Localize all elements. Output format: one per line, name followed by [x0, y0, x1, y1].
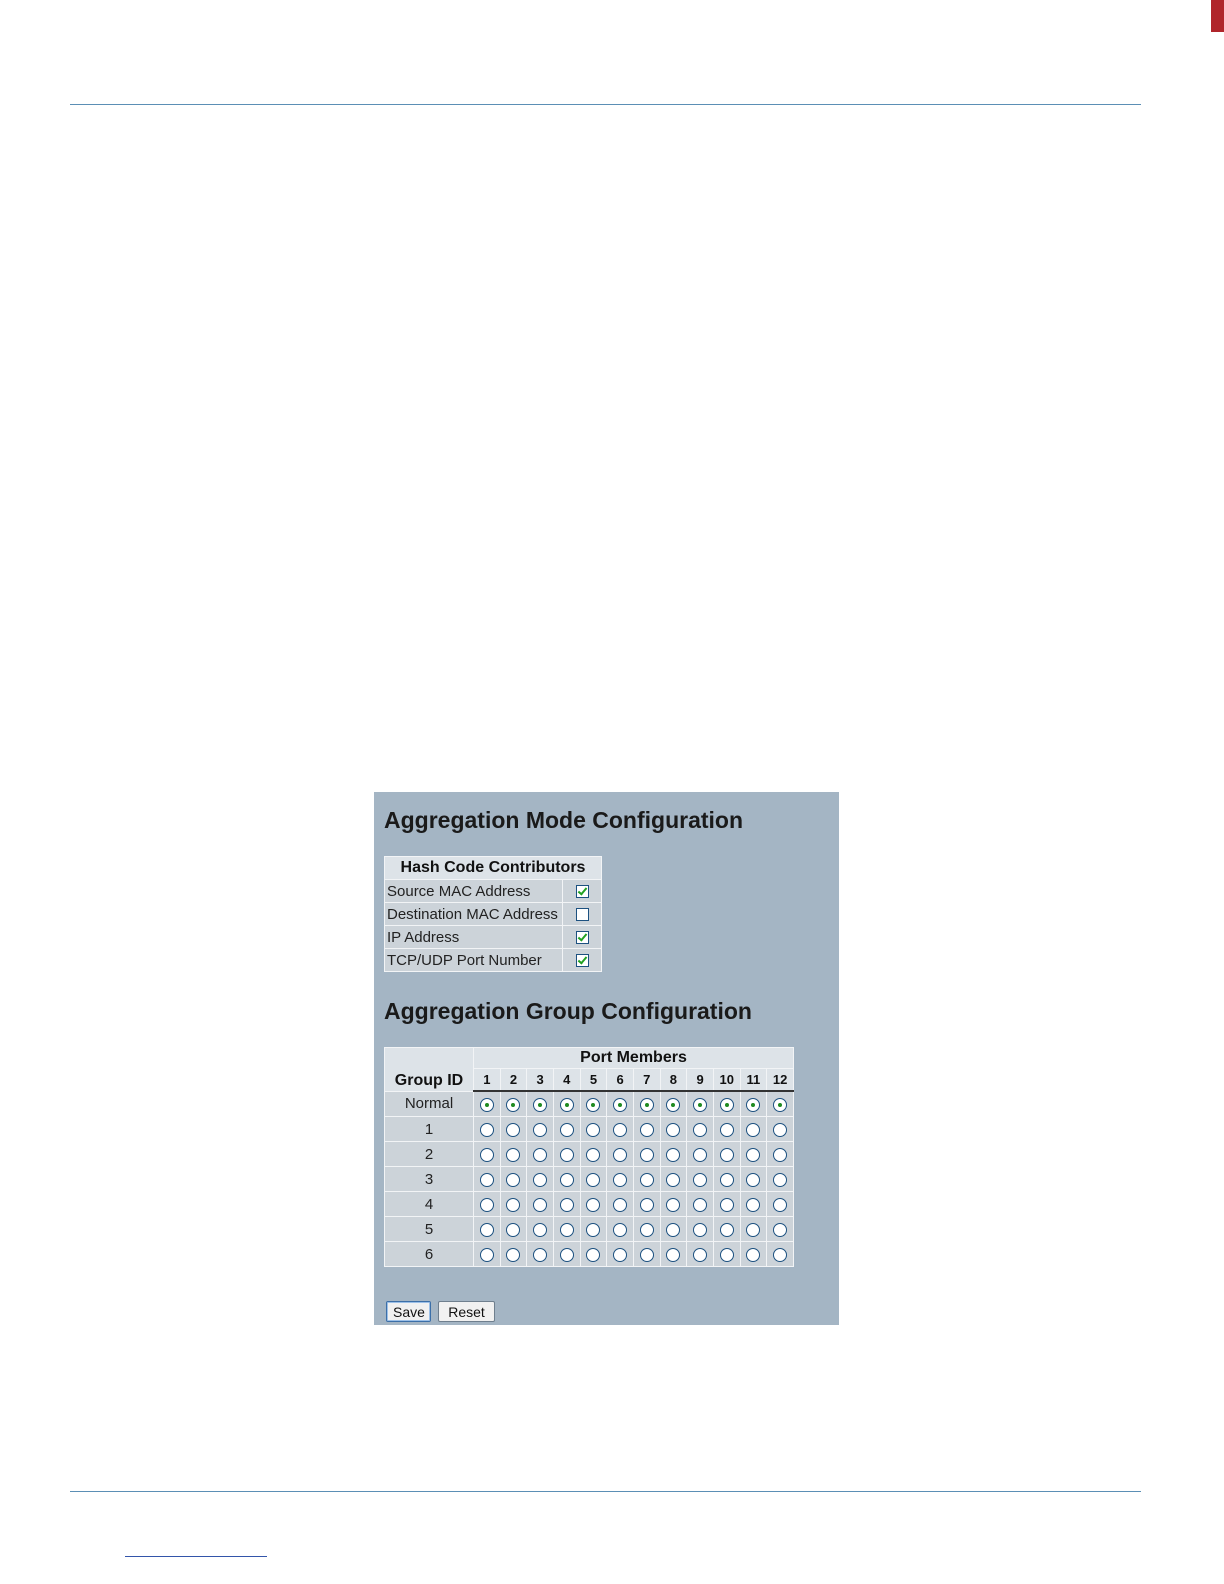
group-row-label: 3	[385, 1167, 474, 1192]
port-member-cell	[527, 1167, 554, 1192]
port-member-cell	[474, 1117, 501, 1142]
port-member-radio[interactable]	[746, 1173, 760, 1187]
port-member-cell	[580, 1192, 607, 1217]
port-member-cell	[500, 1117, 527, 1142]
config-panel	[374, 792, 839, 1325]
port-member-radio[interactable]	[640, 1223, 654, 1237]
port-member-cell	[660, 1242, 687, 1267]
port-number-header: 2	[500, 1069, 527, 1092]
port-member-cell	[580, 1242, 607, 1267]
port-member-radio[interactable]	[640, 1248, 654, 1262]
group-row	[385, 1192, 794, 1217]
port-member-cell	[687, 1217, 714, 1242]
port-member-radio[interactable]	[693, 1248, 707, 1262]
hash-header: Hash Code Contributors	[385, 857, 602, 880]
port-member-cell	[713, 1091, 740, 1117]
port-member-radio[interactable]	[613, 1148, 627, 1162]
port-member-radio[interactable]	[533, 1198, 547, 1212]
port-member-radio[interactable]	[480, 1123, 494, 1137]
port-member-cell	[740, 1142, 767, 1167]
port-member-radio[interactable]	[613, 1173, 627, 1187]
port-member-cell	[660, 1091, 687, 1117]
port-member-cell	[740, 1167, 767, 1192]
port-number-header: 6	[607, 1069, 634, 1092]
port-member-radio[interactable]	[586, 1148, 600, 1162]
port-member-radio[interactable]	[666, 1223, 680, 1237]
port-member-radio[interactable]	[693, 1173, 707, 1187]
port-member-cell	[500, 1217, 527, 1242]
port-member-cell	[633, 1142, 660, 1167]
group-row	[385, 1117, 794, 1142]
page-edge-tab	[1211, 0, 1224, 32]
port-member-radio[interactable]	[720, 1098, 734, 1112]
port-member-cell	[607, 1242, 634, 1267]
port-member-cell	[767, 1091, 794, 1117]
port-member-cell	[553, 1167, 580, 1192]
port-member-cell	[740, 1217, 767, 1242]
port-member-radio[interactable]	[506, 1198, 520, 1212]
port-member-radio[interactable]	[666, 1123, 680, 1137]
port-member-cell	[500, 1167, 527, 1192]
port-member-radio[interactable]	[693, 1123, 707, 1137]
group-row	[385, 1142, 794, 1167]
port-member-radio[interactable]	[586, 1173, 600, 1187]
hash-checkbox[interactable]	[576, 908, 589, 921]
port-member-radio[interactable]	[773, 1198, 787, 1212]
port-member-radio[interactable]	[666, 1173, 680, 1187]
port-member-cell	[474, 1242, 501, 1267]
port-member-cell	[607, 1192, 634, 1217]
port-member-radio[interactable]	[506, 1123, 520, 1137]
port-member-cell	[580, 1117, 607, 1142]
port-number-header: 11	[740, 1069, 767, 1092]
port-member-radio[interactable]	[773, 1098, 787, 1112]
port-member-radio[interactable]	[640, 1198, 654, 1212]
port-number-header: 9	[687, 1069, 714, 1092]
port-member-radio[interactable]	[640, 1148, 654, 1162]
save-button[interactable]: Save	[386, 1301, 431, 1322]
port-number-header: 7	[633, 1069, 660, 1092]
port-member-radio[interactable]	[613, 1123, 627, 1137]
port-member-radio[interactable]	[480, 1248, 494, 1262]
port-member-radio[interactable]	[720, 1198, 734, 1212]
port-member-radio[interactable]	[773, 1148, 787, 1162]
port-member-cell	[580, 1167, 607, 1192]
port-member-cell	[633, 1167, 660, 1192]
port-member-radio[interactable]	[480, 1098, 494, 1112]
port-member-radio[interactable]	[480, 1223, 494, 1237]
port-member-cell	[553, 1117, 580, 1142]
hash-row-checkbox-cell	[563, 880, 602, 903]
group-row	[385, 1217, 794, 1242]
group-config-title: Aggregation Group Configuration	[384, 998, 752, 1024]
port-number-header: 3	[527, 1069, 554, 1092]
hash-row	[385, 903, 602, 926]
port-member-radio[interactable]	[720, 1223, 734, 1237]
port-member-radio[interactable]	[586, 1198, 600, 1212]
port-member-radio[interactable]	[533, 1123, 547, 1137]
port-member-radio[interactable]	[773, 1123, 787, 1137]
port-member-cell	[687, 1142, 714, 1167]
port-member-radio[interactable]	[533, 1248, 547, 1262]
port-member-radio[interactable]	[720, 1173, 734, 1187]
port-member-radio[interactable]	[533, 1148, 547, 1162]
port-member-cell	[553, 1091, 580, 1117]
port-member-cell	[527, 1142, 554, 1167]
port-member-radio[interactable]	[773, 1173, 787, 1187]
port-member-cell	[713, 1192, 740, 1217]
port-member-cell	[687, 1167, 714, 1192]
port-member-radio[interactable]	[533, 1173, 547, 1187]
port-member-cell	[713, 1167, 740, 1192]
port-member-cell	[553, 1217, 580, 1242]
port-member-radio[interactable]	[506, 1173, 520, 1187]
port-member-radio[interactable]	[586, 1098, 600, 1112]
hash-row	[385, 926, 602, 949]
footer-rule	[70, 1491, 1141, 1492]
footer-link-underline	[125, 1556, 267, 1557]
port-member-cell	[633, 1242, 660, 1267]
port-member-radio[interactable]	[746, 1223, 760, 1237]
group-row-label: 6	[385, 1242, 474, 1267]
port-member-radio[interactable]	[506, 1223, 520, 1237]
port-member-radio[interactable]	[640, 1123, 654, 1137]
port-member-cell	[607, 1217, 634, 1242]
port-number-header: 1	[474, 1069, 501, 1092]
group-row	[385, 1167, 794, 1192]
hash-checkbox[interactable]	[576, 885, 589, 898]
port-member-radio[interactable]	[613, 1248, 627, 1262]
port-member-cell	[713, 1117, 740, 1142]
port-member-radio[interactable]	[560, 1223, 574, 1237]
port-member-radio[interactable]	[720, 1248, 734, 1262]
port-member-radio[interactable]	[693, 1098, 707, 1112]
port-member-cell	[580, 1142, 607, 1167]
hash-row-checkbox-cell	[563, 949, 602, 972]
port-member-radio[interactable]	[480, 1198, 494, 1212]
group-row-label: 2	[385, 1142, 474, 1167]
group-row	[385, 1242, 794, 1267]
port-member-cell	[767, 1242, 794, 1267]
port-member-radio[interactable]	[506, 1098, 520, 1112]
port-member-radio[interactable]	[613, 1223, 627, 1237]
port-member-radio[interactable]	[586, 1223, 600, 1237]
port-member-cell	[527, 1242, 554, 1267]
port-member-radio[interactable]	[746, 1148, 760, 1162]
port-member-cell	[607, 1167, 634, 1192]
group-row-label: Normal	[385, 1091, 474, 1117]
group-row-label: 1	[385, 1117, 474, 1142]
port-member-radio[interactable]	[666, 1098, 680, 1112]
hash-checkbox[interactable]	[576, 931, 589, 944]
port-member-radio[interactable]	[720, 1148, 734, 1162]
port-member-cell	[633, 1117, 660, 1142]
port-member-cell	[767, 1192, 794, 1217]
port-member-radio[interactable]	[613, 1198, 627, 1212]
port-member-radio[interactable]	[480, 1173, 494, 1187]
port-member-radio[interactable]	[746, 1123, 760, 1137]
port-member-cell	[740, 1117, 767, 1142]
port-member-radio[interactable]	[693, 1223, 707, 1237]
port-member-cell	[660, 1192, 687, 1217]
port-member-radio[interactable]	[586, 1123, 600, 1137]
port-member-cell	[687, 1192, 714, 1217]
group-row-label: 5	[385, 1217, 474, 1242]
port-member-cell	[500, 1242, 527, 1267]
port-member-radio[interactable]	[560, 1248, 574, 1262]
port-member-radio[interactable]	[480, 1148, 494, 1162]
group-id-header: Group ID	[385, 1048, 474, 1092]
port-number-header: 10	[713, 1069, 740, 1092]
port-number-header: 5	[580, 1069, 607, 1092]
port-member-cell	[474, 1091, 501, 1117]
port-member-cell	[580, 1217, 607, 1242]
port-member-radio[interactable]	[506, 1148, 520, 1162]
port-member-radio[interactable]	[773, 1248, 787, 1262]
port-number-header: 12	[767, 1069, 794, 1092]
port-member-radio[interactable]	[560, 1173, 574, 1187]
port-member-cell	[607, 1091, 634, 1117]
port-member-cell	[633, 1192, 660, 1217]
hash-row	[385, 880, 602, 903]
port-member-cell	[767, 1167, 794, 1192]
port-member-cell	[500, 1091, 527, 1117]
port-member-cell	[687, 1117, 714, 1142]
port-member-cell	[474, 1192, 501, 1217]
port-member-cell	[767, 1142, 794, 1167]
hash-checkbox[interactable]	[576, 954, 589, 967]
port-member-radio[interactable]	[533, 1223, 547, 1237]
port-member-radio[interactable]	[693, 1148, 707, 1162]
port-member-radio[interactable]	[666, 1198, 680, 1212]
port-member-cell	[713, 1217, 740, 1242]
header-rule	[70, 104, 1141, 105]
port-member-cell	[660, 1167, 687, 1192]
port-member-cell	[527, 1192, 554, 1217]
hash-row-label: IP Address	[385, 926, 563, 949]
port-member-radio[interactable]	[666, 1248, 680, 1262]
port-member-radio[interactable]	[666, 1148, 680, 1162]
hash-row-label: Source MAC Address	[385, 880, 563, 903]
port-member-cell	[527, 1217, 554, 1242]
port-member-radio[interactable]	[613, 1098, 627, 1112]
port-member-radio[interactable]	[720, 1123, 734, 1137]
port-member-cell	[767, 1117, 794, 1142]
port-member-radio[interactable]	[560, 1098, 574, 1112]
port-member-cell	[500, 1142, 527, 1167]
port-member-cell	[607, 1117, 634, 1142]
port-member-radio[interactable]	[746, 1098, 760, 1112]
port-member-cell	[767, 1217, 794, 1242]
port-member-cell	[713, 1142, 740, 1167]
mode-config-title: Aggregation Mode Configuration	[384, 807, 744, 833]
port-member-cell	[580, 1091, 607, 1117]
port-member-radio[interactable]	[640, 1098, 654, 1112]
port-member-cell	[660, 1217, 687, 1242]
port-member-radio[interactable]	[560, 1123, 574, 1137]
port-member-cell	[687, 1091, 714, 1117]
port-member-cell	[660, 1142, 687, 1167]
port-member-cell	[553, 1142, 580, 1167]
hash-row	[385, 949, 602, 972]
port-number-header: 4	[553, 1069, 580, 1092]
port-member-cell	[553, 1192, 580, 1217]
port-member-cell	[474, 1167, 501, 1192]
port-member-cell	[474, 1142, 501, 1167]
port-member-cell	[633, 1217, 660, 1242]
hash-code-table	[384, 856, 602, 972]
port-member-cell	[527, 1117, 554, 1142]
port-member-cell	[740, 1242, 767, 1267]
reset-button[interactable]: Reset	[438, 1301, 495, 1322]
port-member-radio[interactable]	[506, 1248, 520, 1262]
port-member-radio[interactable]	[533, 1098, 547, 1112]
aggregation-group-table	[384, 1047, 794, 1267]
group-row-label: 4	[385, 1192, 474, 1217]
port-member-cell	[474, 1217, 501, 1242]
hash-row-label: TCP/UDP Port Number	[385, 949, 563, 972]
port-member-cell	[500, 1192, 527, 1217]
port-member-radio[interactable]	[746, 1198, 760, 1212]
port-member-cell	[633, 1091, 660, 1117]
port-member-cell	[740, 1091, 767, 1117]
port-member-radio[interactable]	[560, 1198, 574, 1212]
port-member-radio[interactable]	[640, 1173, 654, 1187]
port-members-header: Port Members	[474, 1048, 794, 1069]
port-member-radio[interactable]	[693, 1198, 707, 1212]
port-member-cell	[687, 1242, 714, 1267]
port-member-radio[interactable]	[560, 1148, 574, 1162]
port-member-radio[interactable]	[586, 1248, 600, 1262]
port-member-cell	[527, 1091, 554, 1117]
port-member-cell	[660, 1117, 687, 1142]
port-member-radio[interactable]	[773, 1223, 787, 1237]
port-member-cell	[713, 1242, 740, 1267]
port-number-header: 8	[660, 1069, 687, 1092]
port-member-cell	[607, 1142, 634, 1167]
port-member-radio[interactable]	[746, 1248, 760, 1262]
hash-row-label: Destination MAC Address	[385, 903, 563, 926]
group-row	[385, 1091, 794, 1117]
port-member-cell	[740, 1192, 767, 1217]
port-member-cell	[553, 1242, 580, 1267]
hash-row-checkbox-cell	[563, 903, 602, 926]
hash-row-checkbox-cell	[563, 926, 602, 949]
